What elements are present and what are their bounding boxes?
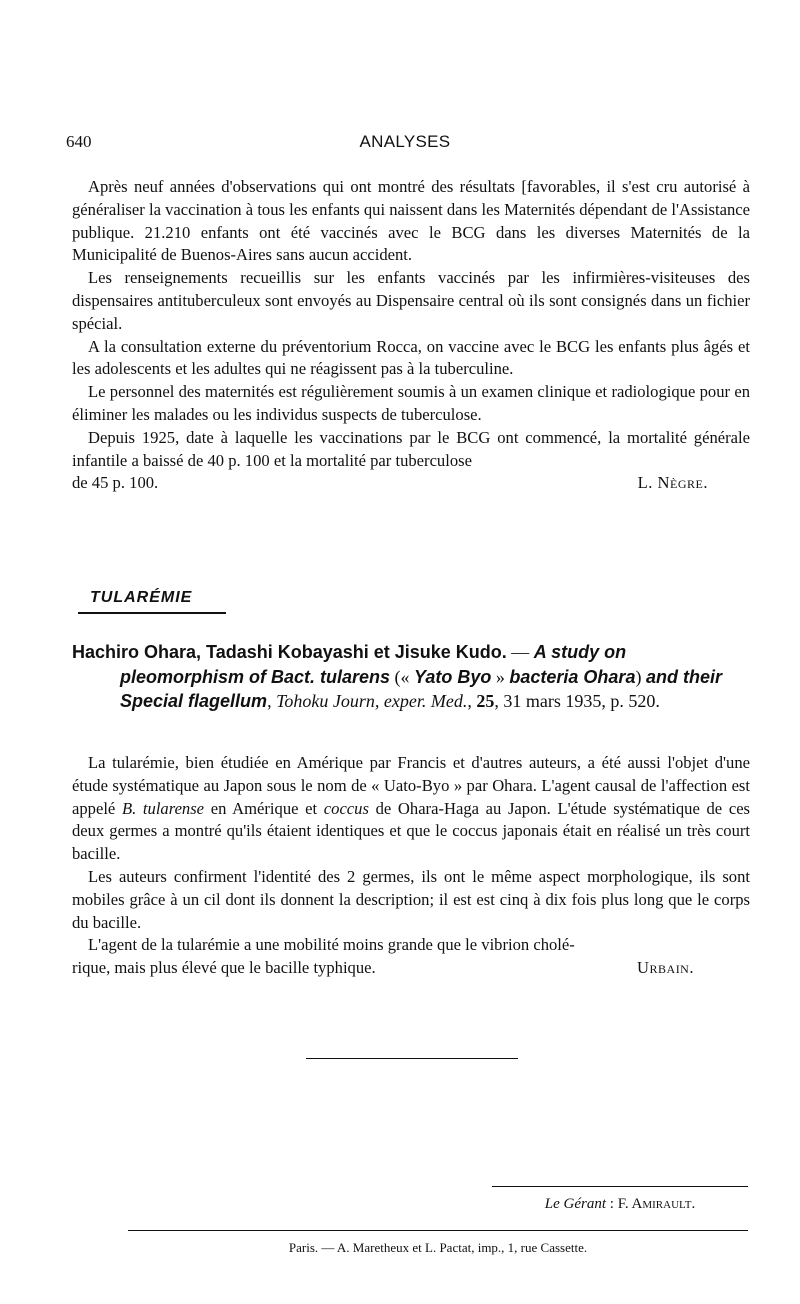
citation-date-page: , 31 mars 1935, p. 520.	[494, 691, 660, 711]
end-divider	[306, 1058, 518, 1059]
citation-title: and their Special flagellum	[120, 666, 722, 711]
manager-divider	[492, 1186, 748, 1187]
species-name: coccus	[323, 798, 369, 818]
paragraph: Après neuf années d'observations qui ont montré des résultats [favorables, il s'est cru autorisé à généraliser la vaccination à tous les enfants qui naissent dans les Maternités dépendant de l'Assistance publique. 21.210 enfants ont été vaccinés avec le BCG dans les diverses Maternités de la Municipalité de Buenos-Aires sans aucun accident.	[72, 177, 750, 265]
closing-line	[72, 957, 750, 980]
bibliographic-citation	[72, 640, 750, 714]
citation-punct: («	[390, 666, 415, 687]
citation-punct: )	[635, 666, 646, 687]
citation-punct: ,	[267, 691, 277, 711]
page-number: 640	[66, 132, 92, 151]
citation-punct: ,	[467, 691, 477, 711]
citation-title: Yato Byo	[414, 666, 492, 687]
closing-line	[72, 472, 750, 495]
paragraph-text: de Ohara-Haga au Japon. L'étude systématique de ces deux germes a montré qu'ils étaient identiques et que le coccus japonais était en réalisé un très court bacille.	[72, 798, 751, 864]
printer-imprint: Paris. — A. Maretheux et L. Pactat, imp., 1, rue Cassette.	[288, 1240, 588, 1255]
citation-punct: »	[491, 666, 510, 687]
manager-line	[492, 1196, 748, 1213]
closing-text: de 45 p. 100.	[72, 473, 159, 493]
closing-text: rique, mais plus élevé que le bacille typhique.	[72, 958, 376, 978]
citation-dash: —	[506, 642, 534, 662]
citation-authors: Hachiro Ohara, Tadashi Kobayashi et Jisuke Kudo.	[72, 642, 507, 662]
citation-title: A study on pleomorphism of Bact. tularens	[120, 642, 627, 687]
bcg-analysis-text	[72, 176, 750, 495]
manager-separator: :	[606, 1196, 618, 1212]
page-header	[60, 132, 750, 156]
paragraph: Le personnel des maternités est régulièrement soumis à un examen clinique et radiologique pour en éliminer les malades ou les individus suspects de tuberculose.	[72, 382, 750, 424]
species-name: B. tularense	[121, 798, 205, 818]
citation-title: bacteria Ohara	[509, 666, 636, 687]
imprint-divider	[128, 1230, 748, 1231]
tularemia-analysis-text	[72, 752, 750, 980]
author-signature: L. Nègre.	[637, 473, 708, 493]
running-head: ANALYSES	[359, 132, 451, 151]
paragraph: Les auteurs confirment l'identité des 2 germes, ils ont le même aspect morphologique, ils sont mobiles grâce à un cil dont ils donnent la description; il est est cinq à dix fois plus long que le corps du bacille.	[72, 866, 750, 932]
paragraph: A la consultation externe du préventorium Rocca, on vaccine avec le BCG les enfants plus âgés et les adolescents et les adultes qui ne réagissent pas à la tuberculine.	[72, 336, 750, 379]
author-signature: Urbain.	[637, 958, 694, 978]
paragraph-line: L'agent de la tularémie a une mobilité moins grande que le vibrion cholé-	[88, 935, 575, 955]
paragraph	[72, 752, 750, 866]
manager-label: Le Gérant	[544, 1196, 607, 1212]
paragraph: Les renseignements recueillis sur les enfants vaccinés par les infirmières-visiteuses des dispensaires antituberculeux sont envoyés au Dispensaire central où ils sont consignés dans un fichier spécial.	[72, 268, 750, 333]
citation-journal: Tohoku Journ, exper. Med.	[276, 691, 468, 711]
paragraph-text: en Amérique et	[204, 798, 324, 818]
heading-underline	[78, 612, 226, 614]
citation-volume: 25	[476, 691, 495, 711]
section-heading: TULARÉMIE	[90, 589, 193, 606]
paragraph-text: La tularémie, bien étudiée en Amérique par Francis et d'autres auteurs, a été aussi l'objet d'une étude systématique au Japon sous le nom de « Uato-Byo » par Ohara. L'agent causal de l'affection est appelé	[72, 753, 750, 818]
manager-name: F. Amirault.	[617, 1196, 696, 1212]
paragraph: Depuis 1925, date à laquelle les vaccinations par le BCG ont commencé, la mortalité générale infantile a baissé de 40 p. 100 et la mortalité par tuberculose	[72, 427, 750, 470]
